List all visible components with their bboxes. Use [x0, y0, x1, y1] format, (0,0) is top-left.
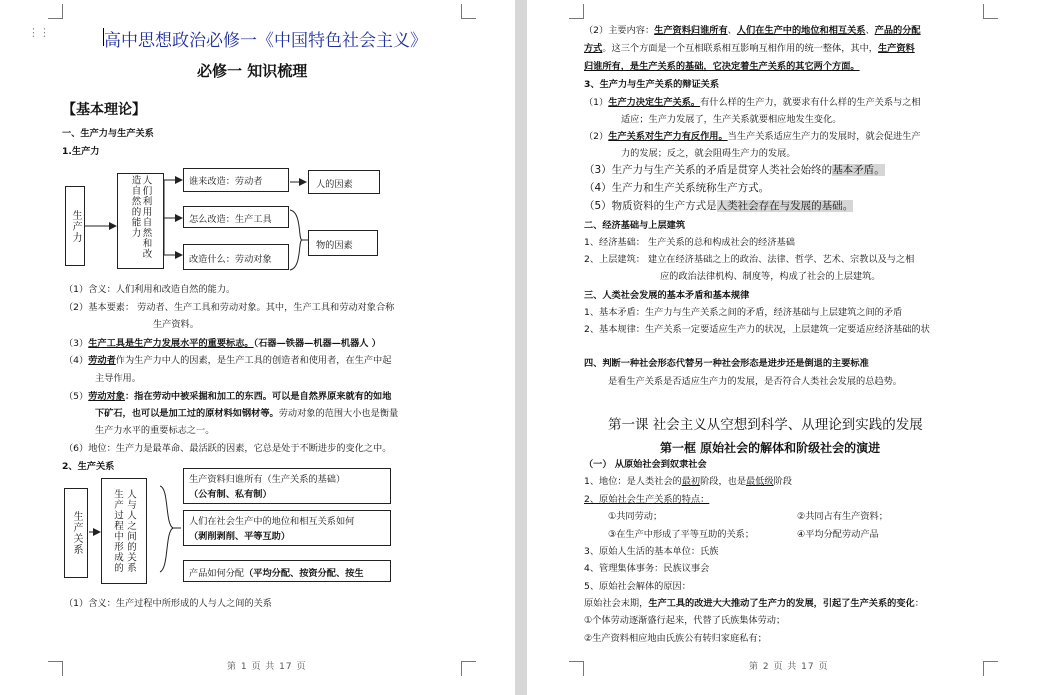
page-footer: 第 1 页 共 17 页: [227, 662, 307, 672]
crop-mark: [983, 4, 998, 19]
feature-3: ③在生产中形成了平等互助的关系；: [608, 529, 755, 540]
dialectic-1-cont: 适应；生产力发展了，生产关系就要相应地发生变化。: [621, 114, 842, 125]
heading-productivity: 1.生产力: [62, 146, 100, 157]
diagram-productivity-definition: 人们利用自然和改造自然的能力: [117, 173, 164, 269]
dialectic-5: （5）物质资料的生产方式是人类社会存在与发展的基础。: [584, 200, 854, 212]
subtitle: 必修一 知识梳理: [197, 62, 308, 80]
contradiction-2: 2、基本规律：生产关系一定要适应生产力的状况，上层建筑一定要适应经济基础的状: [584, 324, 930, 335]
dialectic-2: （2）生产关系对生产力有反作用。当生产关系适应生产力的发展时，就会促进生产: [584, 131, 921, 142]
drag-handle-icon[interactable]: ⋮⋮: [28, 26, 50, 39]
item-5: （5）劳动对象：指在劳动中被采掘和加工的东西。可以是自然界原来就有的如地: [64, 391, 392, 402]
item-5-cont2: 生产力水平的重要标志之一。: [95, 425, 215, 436]
crop-mark: [48, 661, 63, 676]
content-line-2: 方式。这三个方面是一个互相联系相互影响互相作用的统一整体，其中，生产资料: [584, 43, 915, 54]
primitive-status: 1、地位：是人类社会的最初阶段，也是最低级阶段: [584, 476, 792, 487]
document-page-2: [527, 0, 1043, 695]
base-1: 1、经济基础： 生产关系的总和构成社会的经济基础: [584, 237, 795, 248]
crop-mark: [48, 4, 63, 19]
dialectic-3: （3）生产力与生产关系的矛盾是贯穿人类社会始终的基本矛盾。: [584, 164, 885, 176]
diagram-productivity-left: 生产力: [65, 186, 85, 266]
base-2: 2、上层建筑： 建立在经济基础之上的政治、法律、哲学、艺术、宗教以及与之相: [584, 254, 915, 265]
diagram-relations-arrows: [85, 468, 195, 588]
heading-productivity-relations: 一、生产力与生产关系: [62, 128, 154, 139]
content-line-3: 归谁所有，是生产关系的基础，它决定着生产关系的其它两个方面。: [584, 61, 860, 72]
primitive-dissolution-heading: 5、原始社会解体的原因：: [584, 581, 691, 592]
feature-4: ④平均分配劳动产品: [797, 529, 879, 540]
diagram-box-status: 人们在社会生产中的地位和相互关系如何 （剥削剥削、平等互助）: [183, 510, 391, 546]
page-footer: 第 2 页 共 17 页: [749, 662, 829, 672]
dissolution-point-2: ②生产资料相应地由氏族公有转归家庭私有；: [584, 633, 767, 644]
relations-definition-text: （1）含义：生产过程中所形成的人与人之间的关系: [64, 598, 272, 609]
crop-mark: [569, 661, 584, 676]
crop-mark: [569, 4, 584, 19]
dialectic-2-cont: 力的发展；反之，就会阻碍生产力的发展。: [621, 148, 796, 159]
heading-dialectic: 3、生产力与生产关系的辩证关系: [584, 79, 720, 90]
crop-mark: [461, 661, 476, 676]
item-1: （1）含义：人们利用和改造自然的能力。: [64, 284, 236, 295]
primitive-dissolution-text: 原始社会末期，生产工具的改进大大推动了生产力的发展，引起了生产关系的变化：: [584, 598, 924, 609]
crop-mark: [983, 661, 998, 676]
frame-title: 第一框 原始社会的解体和阶级社会的演进: [660, 441, 881, 455]
base-2-cont: 应的政治法律机构、制度等，构成了社会的上层建筑。: [660, 271, 881, 282]
primitive-management: 4、管理集体事务：民族议事会: [584, 563, 710, 574]
content-line-1: （2）主要内容：生产资料归谁所有、人们在生产中的地位和相互关系、产品的分配: [584, 25, 921, 36]
item-4: （4）劳动者作为生产力中人的因素，是生产工具的创造者和使用者，在生产中起: [64, 355, 392, 366]
heading-base-superstructure: 二、经济基础与上层建筑: [584, 220, 686, 231]
item-2: （2）基本要素： 劳动者、生产工具和劳动对象。其中，生产工具和劳动对象合称: [64, 302, 395, 313]
heading-basic-contradiction: 三、人类社会发展的基本矛盾和基本规律: [584, 290, 750, 301]
item-6: （6）地位：生产力是最革命、最活跃的因素，它总是处于不断进步的变化之中。: [64, 443, 392, 454]
diagram-box-human-factor: 人的因素: [308, 170, 380, 194]
item-3: （3）生产工具是生产力发展水平的重要标志。（石器—铁器—机器—机器人 ）: [64, 338, 381, 349]
diagram-relations-definition: 生产过程中形成的 人与人之间的关系: [101, 478, 147, 584]
primitive-features-heading: 2、原始社会生产关系的特点：: [584, 494, 710, 505]
dissolution-point-1: ①个体劳动逐渐盛行起来，代替了氏族集体劳动；: [584, 615, 786, 626]
text-cursor: [103, 28, 104, 46]
item-4-cont: 主导作用。: [95, 373, 141, 384]
diagram-box-tools: 怎么改造：生产工具: [183, 206, 289, 228]
lesson-title: 第一课 社会主义从空想到科学、从理论到实践的发展: [608, 417, 923, 433]
diagram-box-distribution: 产品如何分配（平均分配、按资分配、按生: [183, 560, 391, 582]
diagram-productivity-arrows: [60, 160, 400, 280]
diagram-box-material-factor: 物的因素: [308, 230, 378, 256]
document-page-1: [0, 0, 515, 695]
primitive-unit: 3、原始人生活的基本单位：氏族: [584, 546, 719, 557]
diagram-box-laborer: 谁来改造：劳动者: [183, 168, 289, 192]
diagram-box-objects: 改造什么：劳动对象: [183, 244, 289, 270]
contradiction-1: 1、基本矛盾：生产力与生产关系之间的矛盾，经济基础与上层建筑之间的矛盾: [584, 307, 903, 318]
item-2-cont: 生产资料。: [153, 319, 199, 330]
document-title[interactable]: 高中思想政治必修一《中国特色社会主义》: [104, 31, 427, 51]
diagram-relations-left: 生产关系: [64, 488, 88, 578]
feature-2: ②共同占有生产资料；: [797, 511, 888, 522]
feature-1: ①共同劳动；: [608, 511, 663, 522]
dialectic-1: （1）生产力决定生产关系。有什么样的生产力，就要求有什么样的生产关系与之相: [584, 97, 921, 108]
heading-judgment-standard: 四、判断一种社会形态代替另一种社会形态是进步还是倒退的主要标准: [584, 358, 869, 369]
subheading-primitive-slave: （一） 从原始社会到奴隶社会: [584, 459, 707, 470]
crop-mark: [461, 4, 476, 19]
dialectic-4: （4）生产力和生产关系统称生产方式。: [584, 182, 770, 194]
section-heading: 【基本理论】: [62, 102, 146, 118]
diagram-box-ownership: 生产资料归谁所有（生产关系的基础） （公有制、私有制）: [183, 468, 391, 504]
heading-production-relations: 2、生产关系: [62, 461, 115, 472]
item-5-cont: 下矿石，也可以是加工过的原材料如钢材等。劳动对象的范围大小也是衡量: [95, 408, 399, 419]
judgment-text: 是看生产关系是否适应生产力的发展，是否符合人类社会发展的总趋势。: [608, 376, 902, 387]
